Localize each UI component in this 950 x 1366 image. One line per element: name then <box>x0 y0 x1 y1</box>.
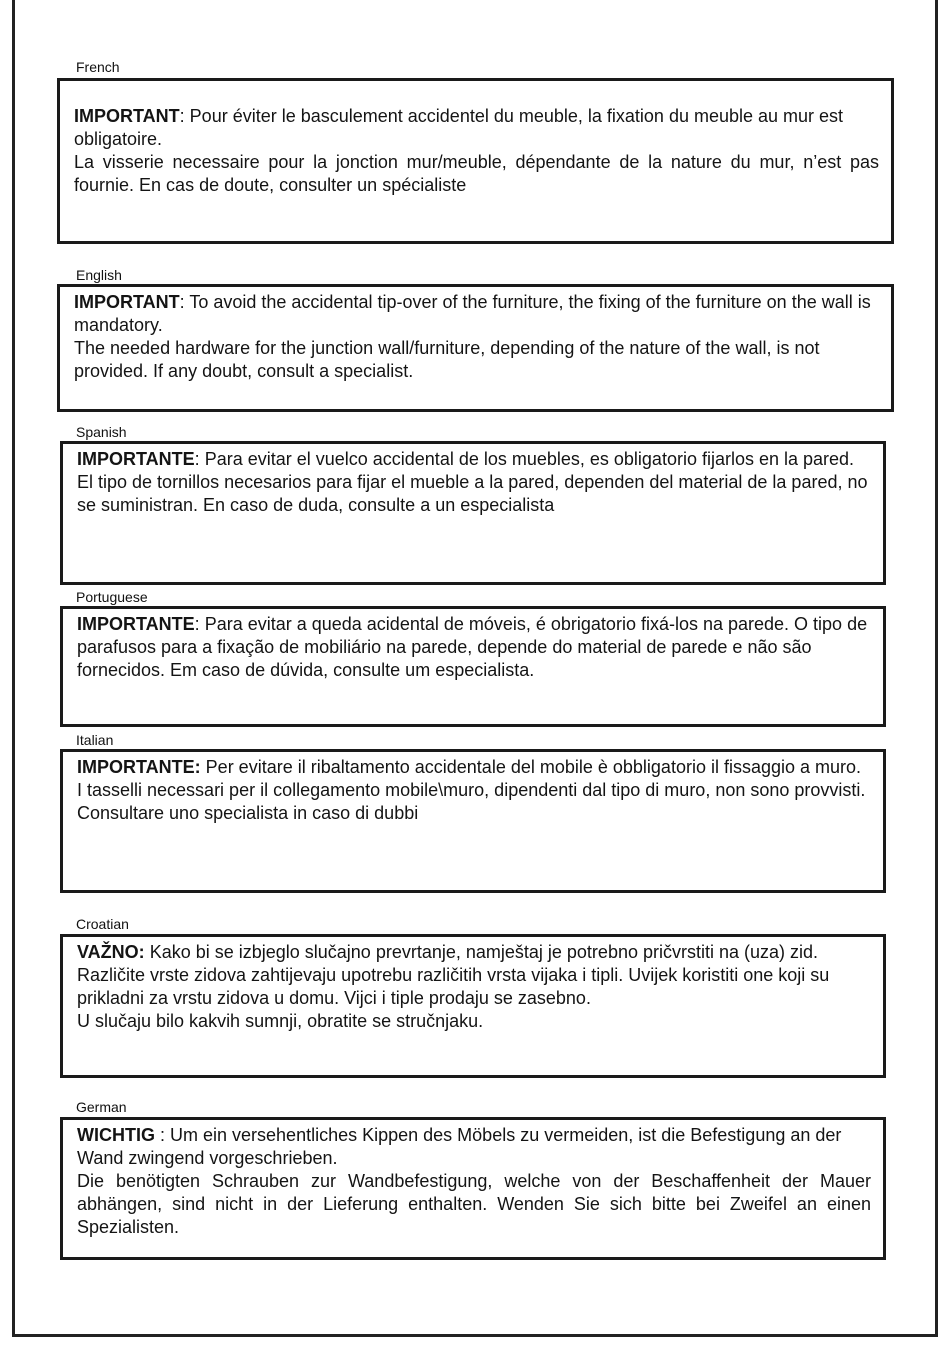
notice-paragraph: La visserie necessaire pour la jonction mur/meuble, dépendante de la nature du mur, n’est pas fournie. En cas de doute, consulter un spécialiste <box>74 152 879 195</box>
notice-paragraph <box>77 613 871 682</box>
notice-keyword: WICHTIG <box>77 1125 155 1145</box>
notice-keyword: IMPORTANTE: <box>77 757 201 777</box>
notice-box-portuguese <box>60 606 886 727</box>
notice-paragraph <box>77 756 871 779</box>
notice-box-german <box>60 1117 886 1260</box>
notice-paragraph: El tipo de tornillos necesarios para fijar el mueble a la pared, dependen del material de la pared, no se suministran. En caso de duda, consulte a un especialista <box>77 472 868 515</box>
notice-text: Para evitar a queda acidental de móveis, é obrigatorio fixá-los na parede. O tipo de parafusos para a fixação de mobiliário na parede, depende do material de parede e não são fornecidos. Em caso de dúvida, consulte um especialista. <box>77 614 868 680</box>
notice-box-spanish <box>60 441 886 585</box>
notice-text: Um ein versehentliches Kippen des Möbels zu vermeiden, ist die Befestigung an der Wand zwingend vorgeschrieben. <box>77 1125 842 1168</box>
section-label-english: English <box>76 267 122 283</box>
notice-paragraph: U slučaju bilo kakvih sumnji, obratite se stručnjaku. <box>77 1011 484 1031</box>
notice-text: To avoid the accidental tip-over of the furniture, the fixing of the furniture on the wall is mandatory. <box>74 292 871 335</box>
notice-paragraph <box>74 291 879 337</box>
section-label-german: German <box>76 1099 127 1115</box>
notice-text: Para evitar el vuelco accidental de los muebles, es obligatorio fijarlos en la pared. <box>204 449 855 469</box>
notice-paragraph <box>74 105 879 151</box>
section-label-french: French <box>76 59 120 75</box>
notice-text: Pour éviter le basculement accidentel du meuble, la fixation du meuble au mur est obligatoire. <box>74 106 844 149</box>
notice-box-italian <box>60 749 886 893</box>
section-label-italian: Italian <box>76 732 114 748</box>
section-label-portuguese: Portuguese <box>76 589 148 605</box>
notice-separator: : <box>179 292 190 312</box>
notice-keyword: IMPORTANTE <box>77 614 195 634</box>
notice-box-english <box>57 284 894 412</box>
notice-paragraph <box>77 1124 871 1170</box>
notice-keyword: IMPORTANT <box>74 292 180 312</box>
section-label-croatian: Croatian <box>76 916 129 932</box>
notice-separator: : <box>194 614 205 634</box>
notice-box-croatian <box>60 934 886 1078</box>
notice-paragraph: Die benötigten Schrauben zur Wandbefestigung, welche von der Beschaffenheit der Mauer abhängen, sind nicht in der Lieferung enthalten. Wenden Sie sich bitte bei Zweifel an einen Spezialisten. <box>77 1171 871 1237</box>
section-label-spanish: Spanish <box>76 424 127 440</box>
notice-keyword: IMPORTANTE <box>77 449 195 469</box>
notice-paragraph <box>77 448 871 471</box>
notice-separator: : <box>194 449 205 469</box>
notice-keyword: VAŽNO: <box>77 942 145 962</box>
notice-keyword: IMPORTANT <box>74 106 180 126</box>
notice-paragraph: Različite vrste zidova zahtijevaju upotrebu različitih vrsta vijaka i tipli. Uvijek koristiti one koji su prikladni za vrstu zidova u domu. Vijci i tiple prodaju se zasebno. <box>77 965 830 1008</box>
notice-box-french <box>57 78 894 244</box>
notice-paragraph: I tasselli necessari per il collegamento mobile\muro, dipendenti dal tipo di muro, non sono provvisti. <box>77 780 866 800</box>
notice-text: Kako bi se izbjeglo slučajno prevrtanje, namještaj je potrebno pričvrstiti na (uza) zid. <box>149 942 819 962</box>
notice-paragraph <box>77 941 871 964</box>
notice-text: Per evitare il ribaltamento accidentale del mobile è obbligatorio il fissaggio a muro. <box>205 757 862 777</box>
notice-paragraph: Consultare uno specialista in caso di dubbi <box>77 803 419 823</box>
notice-paragraph: The needed hardware for the junction wall/furniture, depending of the nature of the wall, is not provided. If any doubt, consult a specialist. <box>74 338 820 381</box>
notice-separator: : <box>179 106 190 126</box>
notice-separator: : <box>155 1125 171 1145</box>
